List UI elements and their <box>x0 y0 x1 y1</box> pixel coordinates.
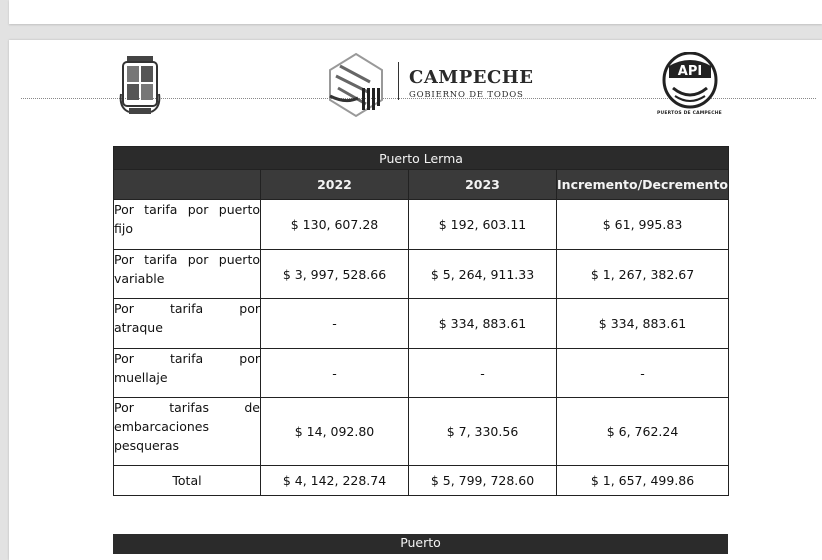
value-2022: - <box>261 349 409 398</box>
document-page <box>9 40 822 560</box>
total-label: Total <box>114 466 261 496</box>
value-2022: $ 3, 997, 528.66 <box>261 250 409 299</box>
column-header-2022: 2022 <box>261 170 409 200</box>
row-label-line: fijo <box>114 221 133 236</box>
value-2023: - <box>409 349 557 398</box>
logo-separator <box>398 62 399 100</box>
row-label-line: Por tarifa por puerto <box>114 202 260 217</box>
api-badge-text: API <box>677 64 703 79</box>
table-row <box>114 200 729 250</box>
row-label <box>114 398 261 466</box>
row-label-line: variable <box>114 271 165 286</box>
value-2023: $ 192, 603.11 <box>409 200 557 250</box>
total-2022: $ 4, 142, 228.74 <box>261 466 409 496</box>
value-delta: $ 61, 995.83 <box>557 200 729 250</box>
previous-page-edge <box>9 0 822 24</box>
table-row <box>114 250 729 299</box>
value-2023: $ 334, 883.61 <box>409 299 557 349</box>
column-header-delta: Incremento/Decremento <box>557 170 729 200</box>
row-label <box>114 250 261 299</box>
row-label-line: muellaje <box>114 370 168 385</box>
value-2023: $ 5, 264, 911.33 <box>409 250 557 299</box>
value-delta: - <box>557 349 729 398</box>
value-2023: $ 7, 330.56 <box>409 398 557 466</box>
value-delta: $ 1, 267, 382.67 <box>557 250 729 299</box>
column-header-empty <box>114 170 261 200</box>
row-label-line: pesqueras <box>114 438 179 453</box>
value-2022: $ 130, 607.28 <box>261 200 409 250</box>
total-row <box>114 466 729 496</box>
table-row <box>114 398 729 466</box>
table-row <box>114 349 729 398</box>
row-label <box>114 200 261 250</box>
campeche-subtitle: GOBIERNO DE TODOS <box>409 90 524 100</box>
campeche-title: CAMPECHE <box>409 67 534 88</box>
coat-of-arms-logo <box>119 54 161 118</box>
row-label-line: Por tarifas de <box>114 400 260 415</box>
value-delta: $ 6, 762.24 <box>557 398 729 466</box>
puerto-lerma-table <box>113 146 729 496</box>
column-header-2023: 2023 <box>409 170 557 200</box>
api-logo <box>659 52 721 118</box>
table-title: Puerto Lerma <box>114 147 729 170</box>
row-label <box>114 299 261 349</box>
api-caption: PUERTOS DE CAMPECHE <box>657 111 722 116</box>
row-label-line: Por tarifa por puerto <box>114 252 260 267</box>
total-2023: $ 5, 799, 728.60 <box>409 466 557 496</box>
row-label-line: Por tarifa por <box>114 351 260 366</box>
row-label-line: embarcaciones <box>114 419 209 434</box>
value-2022: $ 14, 092.80 <box>261 398 409 466</box>
row-label <box>114 349 261 398</box>
campeche-emblem-logo <box>326 52 386 118</box>
next-table-title: Puerto <box>113 534 728 554</box>
row-label-line: atraque <box>114 320 163 335</box>
table-header-row <box>114 170 729 200</box>
table-row <box>114 299 729 349</box>
total-delta: $ 1, 657, 499.86 <box>557 466 729 496</box>
value-2022: - <box>261 299 409 349</box>
row-label-line: Por tarifa por <box>114 301 260 316</box>
value-delta: $ 334, 883.61 <box>557 299 729 349</box>
